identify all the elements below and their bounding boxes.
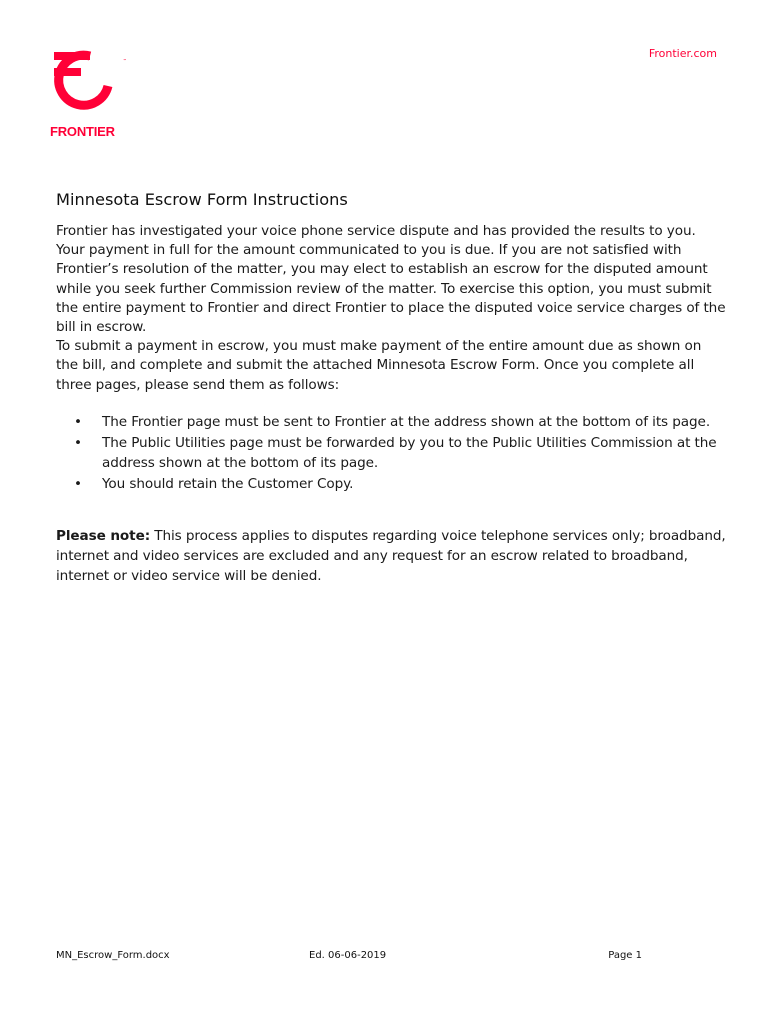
logo-wordmark: FRONTIER xyxy=(50,124,115,139)
please-note xyxy=(56,526,726,587)
submission-paragraph: To submit a payment in escrow, you must make payment of the entire amount due as shown on the bill, and complete and submit the attached Minnesota Escrow Form. Once you complete all three pages, please send them as follows: xyxy=(56,338,702,393)
intro-paragraph: Frontier has investigated your voice phone service dispute and has provided the results to you. Your payment in full for the amount communicated to you is due. If you are not satisfied with Frontier’s resolution of the matter, you may elect to establish an escrow for the disputed amount while you seek further Commission review of the matter. To exercise this option, you must submit the entire payment to Frontier and direct Frontier to place the disputed voice service charges of the bill in escrow. xyxy=(56,223,726,336)
frontier-logo xyxy=(50,46,132,139)
note-label: Please note: xyxy=(56,528,151,544)
note-text: This process applies to disputes regarding voice telephone services only; broadband, internet and video services are excluded and any request for an escrow related to broadband, internet or video service will be denied. xyxy=(56,528,726,585)
list-item: • The Frontier page must be sent to Frontier at the address shown at the bottom of its page. xyxy=(74,412,724,433)
instructions-body xyxy=(56,222,726,395)
document-title: Minnesota Escrow Form Instructions xyxy=(56,190,348,209)
footer-edition: Ed. 06-06-2019 xyxy=(309,950,387,961)
list-item: • You should retain the Customer Copy. xyxy=(74,474,724,495)
frontier-logo-icon xyxy=(50,46,132,118)
instructions-list xyxy=(74,412,724,494)
frontier-website-link[interactable]: Frontier.com xyxy=(648,47,717,60)
svg-text:™: ™ xyxy=(123,58,127,63)
list-item: • The Public Utilities page must be forwarded by you to the Public Utilities Commission at the address shown at the bottom of its page. xyxy=(74,433,724,474)
footer-page-number: Page 1 xyxy=(608,950,642,961)
footer-filename: MN_Escrow_Form.docx xyxy=(56,950,170,961)
